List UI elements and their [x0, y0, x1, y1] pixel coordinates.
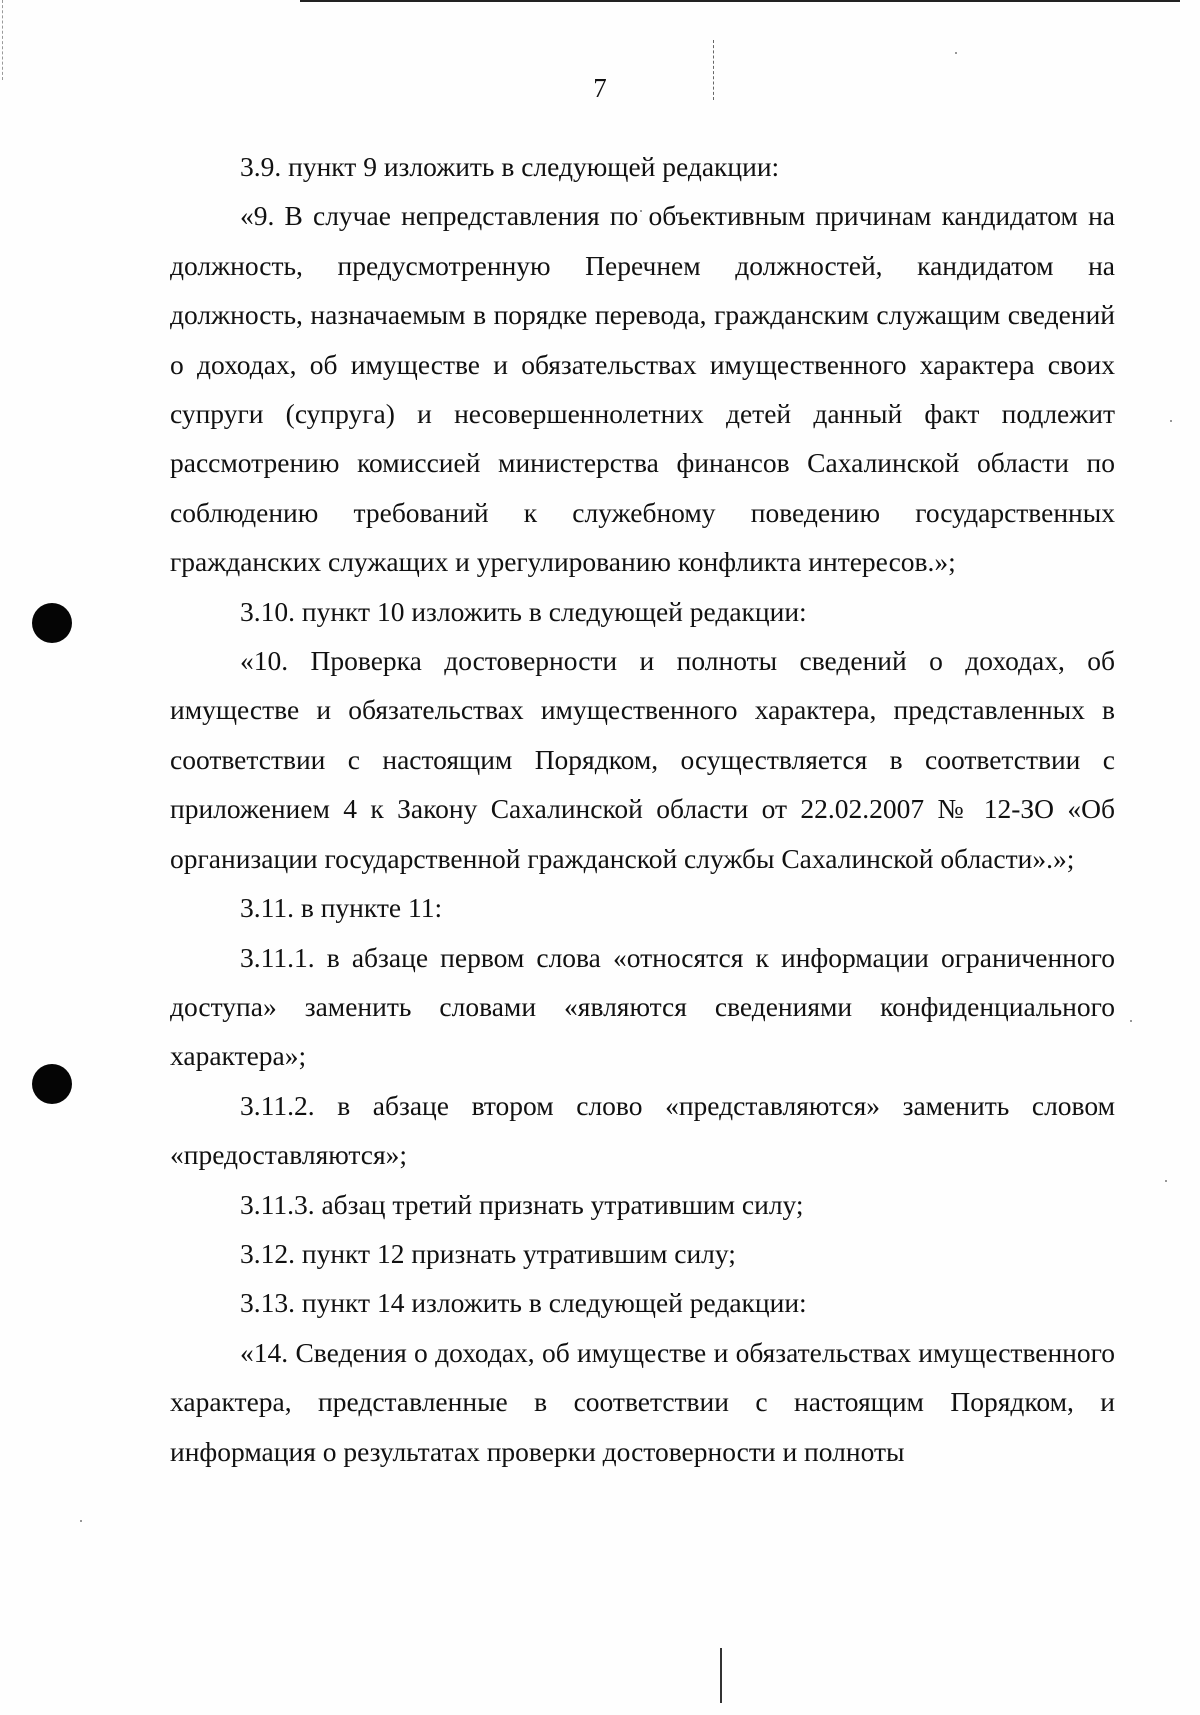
scan-speck: [80, 1520, 82, 1522]
paragraph: 3.11.1. в абзаце первом слова «относятся к информации ограниченного доступа» заменить словами «являются сведениями конфиденциального характера»;: [170, 941, 1115, 1072]
scan-speck: [1165, 1180, 1167, 1182]
scan-speck: [1170, 420, 1172, 422]
paragraph: 3.10. пункт 10 изложить в следующей редакции:: [240, 595, 807, 627]
punch-hole: [32, 1064, 72, 1104]
scan-speck: [955, 52, 957, 54]
document-body: [170, 142, 1115, 1476]
scan-artifact-line: [720, 1648, 723, 1703]
page-number: 7: [593, 73, 607, 103]
paragraph: 3.12. пункт 12 признать утратившим силу;: [240, 1237, 736, 1269]
paragraph: 3.9. пункт 9 изложить в следующей редакции:: [240, 151, 780, 182]
paragraph: 3.11. в пункте 11:: [240, 892, 443, 924]
scan-speck: [1130, 1020, 1132, 1022]
paragraph: 3.11.2. в абзаце втором слово «представляются» заменить словом «предоставляются»;: [170, 1089, 1115, 1171]
paragraph: «9. В случае непредставления по объективным причинам кандидатом на должность, предусмотренную Перечнем должностей, кандидатом на должность, назначаемым в порядке перевода, гражданским служащим сведений о доходах, об имуществе и обязательствах имущественного характера своих супруги (супруга) и несовершеннолетних детей данный факт подлежит рассмотрению комиссией министерства финансов Сахалинской области по соблюдению требований к служебному поведению государственных гражданских служащих и урегулированию конфликта интересов.»;: [170, 200, 1115, 578]
punch-hole: [32, 603, 72, 643]
paragraph: «10. Проверка достоверности и полноты сведений о доходах, об имуществе и обязательствах имущественного характера, представленных в соответствии с настоящим Порядком, осуществляется в соответствии с приложением 4 к Закону Сахалинской области от 22.02.2007 № 12-ЗО «Об организации государственной гражданской службы Сахалинской области».»;: [170, 645, 1115, 874]
scan-left-edge: [2, 0, 4, 80]
paragraph: «14. Сведения о доходах, об имуществе и обязательствах имущественного характера, представленные в соответствии с настоящим Порядком, и информация о результатах проверки достоверности и полноты: [170, 1336, 1115, 1467]
scan-top-edge: [300, 0, 1180, 2]
paragraph: 3.13. пункт 14 изложить в следующей редакции:: [240, 1287, 807, 1319]
paragraph: 3.11.3. абзац третий признать утратившим силу;: [240, 1188, 804, 1220]
